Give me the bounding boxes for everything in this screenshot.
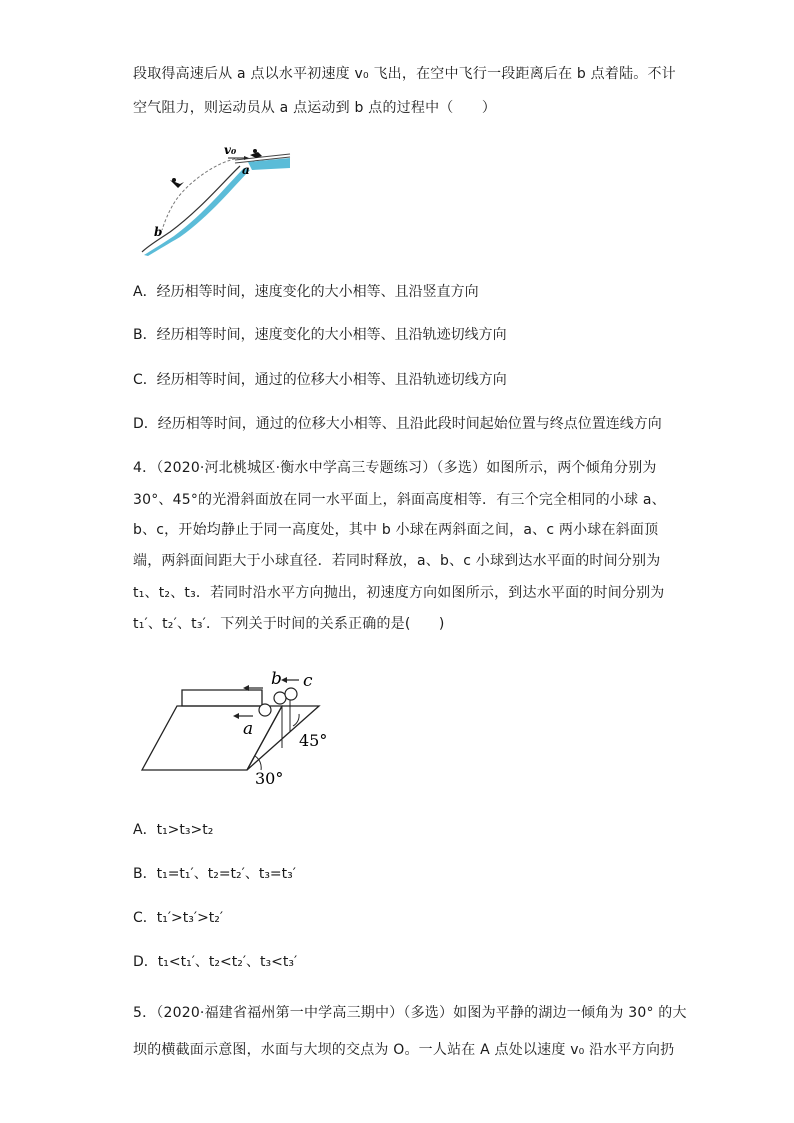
q4-stem-line-3: b、c，开始均静止于同一高度处，其中 b 小球在两斜面之间，a、c 两小球在斜面顶 xyxy=(133,522,659,538)
q4-label-c: c xyxy=(303,671,313,691)
q4-label-30: 30° xyxy=(255,769,284,788)
q4-label-45: 45° xyxy=(299,731,328,750)
q4-stem-line-2: 30°、45°的光滑斜面放在同一水平面上，斜面高度相等．有三个完全相同的小球 a、 xyxy=(133,492,666,508)
q4-inclines-figure xyxy=(137,660,332,788)
q4-stem-line-1: 4．（2020·河北桃城区·衡水中学高三专题练习）（多选）如图所示，两个倾角分别为 xyxy=(133,460,657,476)
q3-label-v0: v₀ xyxy=(224,143,237,157)
q4-ball-b xyxy=(274,692,286,704)
q4-stem-line-5: t₁、t₂、t₃．若同时沿水平方向抛出，初速度方向如图所示，到达水平面的时间分别为 xyxy=(133,585,665,601)
q5-stem-line-2: 坝的横截面示意图，水面与大坝的交点为 O。一人站在 A 点处以速度 v₀ 沿水平方向扔 xyxy=(133,1042,675,1058)
q3-label-b: b xyxy=(154,225,163,239)
q3-stem-line-1: 段取得高速后从 a 点以水平初速度 v₀ 飞出，在空中飞行一段距离后在 b 点着陆。不计 xyxy=(133,66,676,82)
q4-label-a: a xyxy=(243,719,254,739)
q5-stem-line-1: 5．（2020·福建省福州第一中学高三期中）（多选）如图为平静的湖边一倾角为 30° 的大 xyxy=(133,1005,687,1021)
q3-stem-line-2: 空气阻力，则运动员从 a 点运动到 b 点的过程中（ ） xyxy=(133,100,497,116)
q4-stem-line-4: 端，两斜面间距大于小球直径．若同时释放，a、b、c 小球到达水平面的时间分别为 xyxy=(133,553,661,569)
q3-option-c[interactable]: C．经历相等时间，通过的位移大小相等、且沿轨迹切线方向 xyxy=(133,372,507,388)
q3-option-d[interactable]: D．经历相等时间，通过的位移大小相等、且沿此段时间起始位置与终点位置连线方向 xyxy=(133,416,662,432)
q4-option-c[interactable]: C．t₁′>t₃′>t₂′ xyxy=(133,910,224,926)
q3-label-a: a xyxy=(242,163,250,177)
q4-stem-line-6: t₁′、t₂′、t₃′．下列关于时间的关系正确的是( ) xyxy=(133,616,445,632)
q3-option-b[interactable]: B．经历相等时间，速度变化的大小相等、且沿轨迹切线方向 xyxy=(133,327,507,343)
q4-ball-a xyxy=(259,704,271,716)
q4-option-b[interactable]: B．t₁=t₁′、t₂=t₂′、t₃=t₃′ xyxy=(133,866,296,882)
q4-option-d[interactable]: D．t₁<t₁′、t₂<t₂′、t₃<t₃′ xyxy=(133,954,298,970)
q4-label-b: b xyxy=(271,669,282,689)
q4-ball-c xyxy=(285,688,297,700)
q3-option-a[interactable]: A．经历相等时间，速度变化的大小相等、且沿竖直方向 xyxy=(133,284,479,300)
q3-ski-jump-figure xyxy=(140,140,292,256)
q4-option-a[interactable]: A．t₁>t₃>t₂ xyxy=(133,822,214,838)
